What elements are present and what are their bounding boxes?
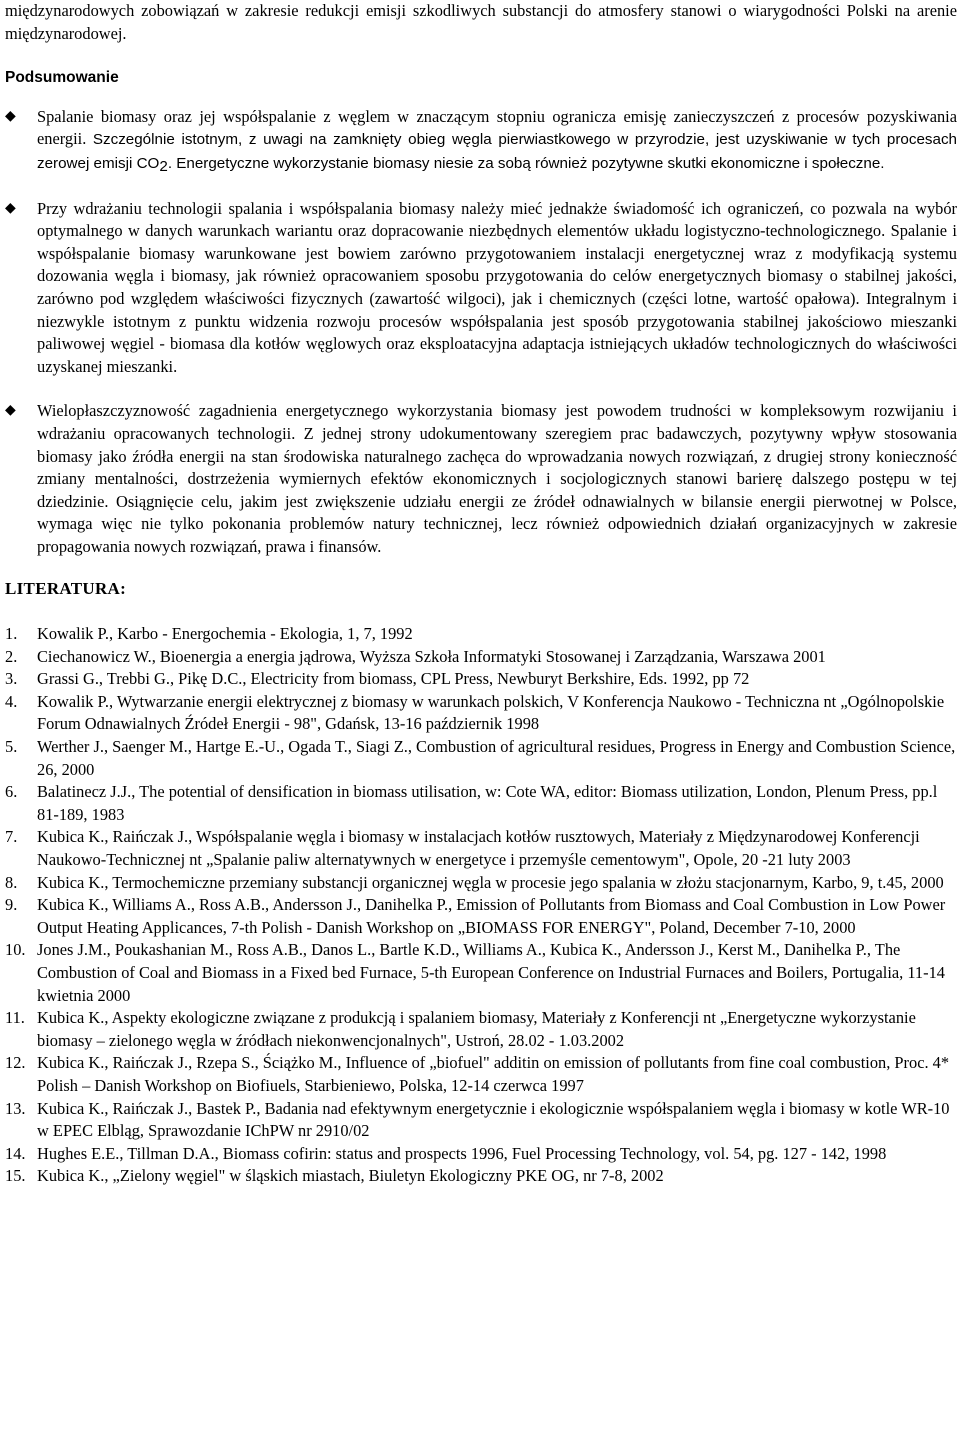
document-page (5, 0, 957, 1188)
reference-item: 1. Kowalik P., Karbo - Energochemia - Ekologia, 1, 7, 1992 (5, 624, 413, 644)
reference-item: 3. Grassi G., Trebbi G., Pikę D.C., Electricity from biomass, CPL Press, Newburyt Berkshire, Eds. 1992, pp 72 (5, 669, 750, 689)
reference-item: 2. Ciechanowicz W., Bioenergia a energia jądrowa, Wyższa Szkoła Informatyki Stosowanej i Zarządzania, Warszawa 2001 (5, 646, 826, 666)
reference-item: 11. Kubica K., Aspekty ekologiczne związane z produkcją i spalaniem biomasy, Materiały z Konferencji nt „Energetyczne wykorzystanie biomasy – zielonego węgla w źródłach niekonwencjonalnych", Ustroń, 28.02 - 1.03.2002 (5, 1008, 916, 1050)
reference-item: 12. Kubica K., Raińczak J., Rzepa S., Ściążko M., Influence of „biofuel" additin on emission of pollutants from fine coal combustion, Proc. 4* Polish – Danish Workshop on Biofiuels, Starbieniewo, Polska, 12-14 czerwca 1997 (5, 1053, 950, 1095)
diamond-bullet-icon: ◆ (5, 403, 16, 419)
bullet-2-text: Przy wdrażaniu technologii spalania i współspalania biomasy należy mieć jednakże świadomość ich ograniczeń, co pozwala na wybór optymalnego w danych warunkach wariantu oraz dopracowanie niezbędnych elementów układu logistyczno-technologicznego. Spalanie i współspalanie biomasy warunkowane jest bowiem zarówno przygotowaniem instalacji energetycznej wraz z modyfikacją systemu dozowania węgla i biomasy, jak również opracowaniem sposobu przygotowania do celów energetycznych biomasy o stabilnej jakości, zarówno pod względem właściwości fizycznych (zawartość wilgoci), jak i chemicznych (części lotne, wartość opałowa). Integralnym i niezwykle istotnym z punktu widzenia rozwoju procesów współspalania jest sposób przygotowania stabilnej jakościowo mieszanki paliwowej węgiel - biomasa dla kotłów węglowych oraz eksploatacyjna adaptacja istniejących układów technologicznych do właściwości uzyskanej mieszanki. (37, 198, 957, 376)
reference-item: 13. Kubica K., Raińczak J., Bastek P., Badania nad efektywnym energetycznie i ekologicznie współspalaniem węgla i biomasy w kotle WR-10 w EPEC Elbląg, Sprawozdanie IChPW nr 2910/02 (5, 1098, 950, 1141)
co2-subscript: 2 (159, 157, 168, 175)
reference-item: 8. Kubica K., Termochemiczne przemiany substancji organicznej węgla w procesie jego spalania w złożu stacjonarnym, Karbo, 9, t.45, 2000 (5, 872, 944, 892)
reference-item: 6. Balatinecz J.J., The potential of densification in biomass utilisation, w: Cote WA, editor: Biomass utilization, London, Plenum Press, pp.l 81-189, 1983 (5, 782, 938, 824)
bullet-3-text: Wielopłaszczyznowość zagadnienia energetycznego wykorzystania biomasy jest powodem trudności w kompleksowym rozwijaniu i wdrażaniu opracowanych technologii. Z jednej strony udokumentowany szeregiem prac badawczych, pozytywny wpływ stosowania biomasy jako źródła energii na stan środowiska naturalnego zachęca do wprowadzania nowych rozwiązań, z drugiej strony konieczność zmiany mentalności, dostrzeżenia wymiernych efektów ekonomicznych i socjologicznych stanowi barierę dalszego postępu w tej dziedzinie. Osiągnięcie celu, jakim jest zwiększenie udziału energii ze źródeł odnawialnych w bilansie energii pierwotnej w Polsce, wymaga więc nie tylko pokonania problemów natury technicznej, lecz również odpowiednich działań organizacyjnych w zakresie propagowania nowych rozwiązań, prawa i finansów. (37, 401, 957, 556)
summary-bullet-3 (5, 400, 957, 558)
reference-item: 10. Jones J.M., Poukashanian M., Ross A.B., Danos L., Bartle K.D., Williams A., Kubica K., Andersson J., Kerst M., Danihelka P., The Combustion of Coal and Biomass in a Fixed bed Furnace, 5-th European Conference on Industrial Furnaces and Boilers, Portugalia, 11-14 kwietnia 2000 (5, 940, 945, 1005)
bullet-1-part-3: . Energetyczne wykorzystanie biomasy niesie za sobą również pozytywne skutki ekonomiczne i społeczne. (167, 154, 885, 172)
summary-heading: Podsumowanie (5, 69, 119, 87)
reference-item: 4. Kowalik P., Wytwarzanie energii elektrycznej z biomasy w warunkach polskich, V Konferencja Naukowo - Techniczna nt „Ogólnopolskie Forum Odnawialnych Źródeł Energii - 98", Gdańsk, 13-16 październik 1998 (5, 691, 945, 734)
reference-list (5, 623, 957, 1188)
bullet-1-part-1: Spalanie biomasy oraz jej współspalanie z węglem w znaczącym stopniu ogranicza emisję zanieczyszczeń z procesów pozyskiwania energii. (37, 106, 957, 149)
reference-item: 14. Hughes E.E., Tillman D.A., Biomass cofirin: status and prospects 1996, Fuel Processing Technology, vol. 54, pg. 127 - 142, 1998 (5, 1143, 887, 1163)
reference-item: 9. Kubica K., Williams A., Ross A.B., Andersson J., Danihelka P., Emission of Pollutants from Biomass and Coal Combustion in Low Power Output Heating Applicances, 7-th Polish - Danish Workshop on „BIOMASS FOR ENERGY", Poland, December 7-10, 2000 (5, 895, 946, 937)
diamond-bullet-icon: ◆ (5, 108, 16, 124)
intro-paragraph: międzynarodowych zobowiązań w zakresie redukcji emisji szkodliwych substancji do atmosfery stanowi o wiarygodności Polski na arenie międzynarodowej. (5, 1, 957, 43)
bullet-1-part-2: Szczególnie istotnym, z uwagi na zamknięty obieg węgla pierwiastkowego w przyrodzie, jest uzyskiwanie w tych procesach zerowej emisji CO (37, 131, 957, 172)
literature-heading: LITERATURA: (5, 579, 127, 599)
reference-item: 5. Werther J., Saenger M., Hartge E.-U., Ogada T., Siagi Z., Combustion of agricultural residues, Progress in Energy and Combustion Science, 26, 2000 (5, 737, 956, 779)
reference-item: 7. Kubica K., Raińczak J., Współspalanie węgla i biomasy w instalacjach kotłów rusztowych, Materiały z Międzynarodowej Konferencji Naukowo-Technicznej nt „Spalanie paliw alternatywnych w energetyce i przemyśle cementowym", Opole, 20 -21 luty 2003 (5, 827, 920, 869)
reference-item: 15. Kubica K., „Zielony węgiel" w śląskich miastach, Biuletyn Ekologiczny PKE OG, nr 7-8, 2002 (5, 1166, 664, 1186)
summary-bullet-1 (5, 106, 957, 176)
summary-bullet-2 (5, 198, 957, 379)
diamond-bullet-icon: ◆ (5, 200, 16, 216)
